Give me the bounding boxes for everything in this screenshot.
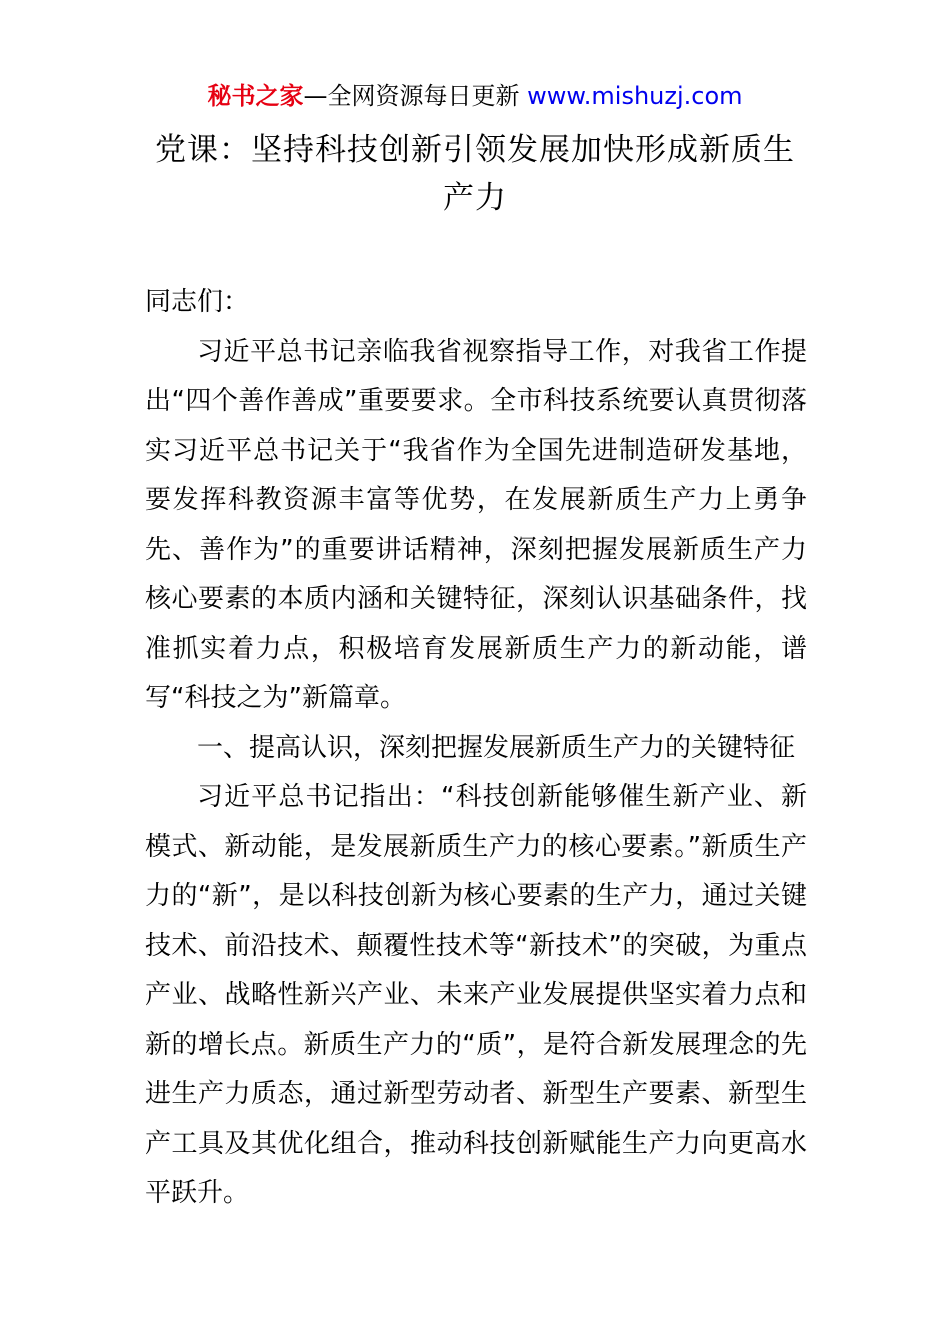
body-paragraph: 习近平总书记指出：“科技创新能够催生新产业、新模式、新动能，是发展新质生产力的核心要素。”新质生产力的“新”，是以科技创新为核心要素的生产力，通过关键技术、前沿技术、颠覆性技术等“新技术”的突破，为重点产业、战略性新兴产业、未来产业发展提供坚实着力点和新的增长点。新质生产力的“质”，是符合新发展理念的先进生产力质态，通过新型劳动者、新型生产要素、新型生产工具及其优化组合，推动科技创新赋能生产力向更高水平跃升。 — [145, 782, 807, 1208]
site-header — [0, 80, 950, 112]
document-body — [145, 278, 807, 1219]
section-heading: 一、提高认识，深刻把握发展新质生产力的关键特征 — [197, 732, 796, 763]
site-slogan: —全网资源每日更新 — [303, 82, 528, 110]
body-paragraph: 习近平总书记亲临我省视察指导工作，对我省工作提出“四个善作善成”重要要求。全市科技系统要认真贯彻落实习近平总书记关于“我省作为全国先进制造研发基地，要发挥科教资源丰富等优势，在发展新质生产力上勇争先、善作为”的重要讲话精神，深刻把握发展新质生产力核心要素的本质内涵和关键特征，深刻认识基础条件，找准抓实着力点，积极培育发展新质生产力的新动能，谱写“科技之为”新篇章。 — [145, 336, 807, 713]
document-title: 党课：坚持科技创新引领发展加快形成新质生产力 — [155, 132, 795, 216]
site-name: 秘书之家 — [207, 82, 304, 110]
site-url-link[interactable]: www.mishuzj.com — [527, 82, 743, 110]
salutation: 同志们： — [145, 287, 250, 317]
